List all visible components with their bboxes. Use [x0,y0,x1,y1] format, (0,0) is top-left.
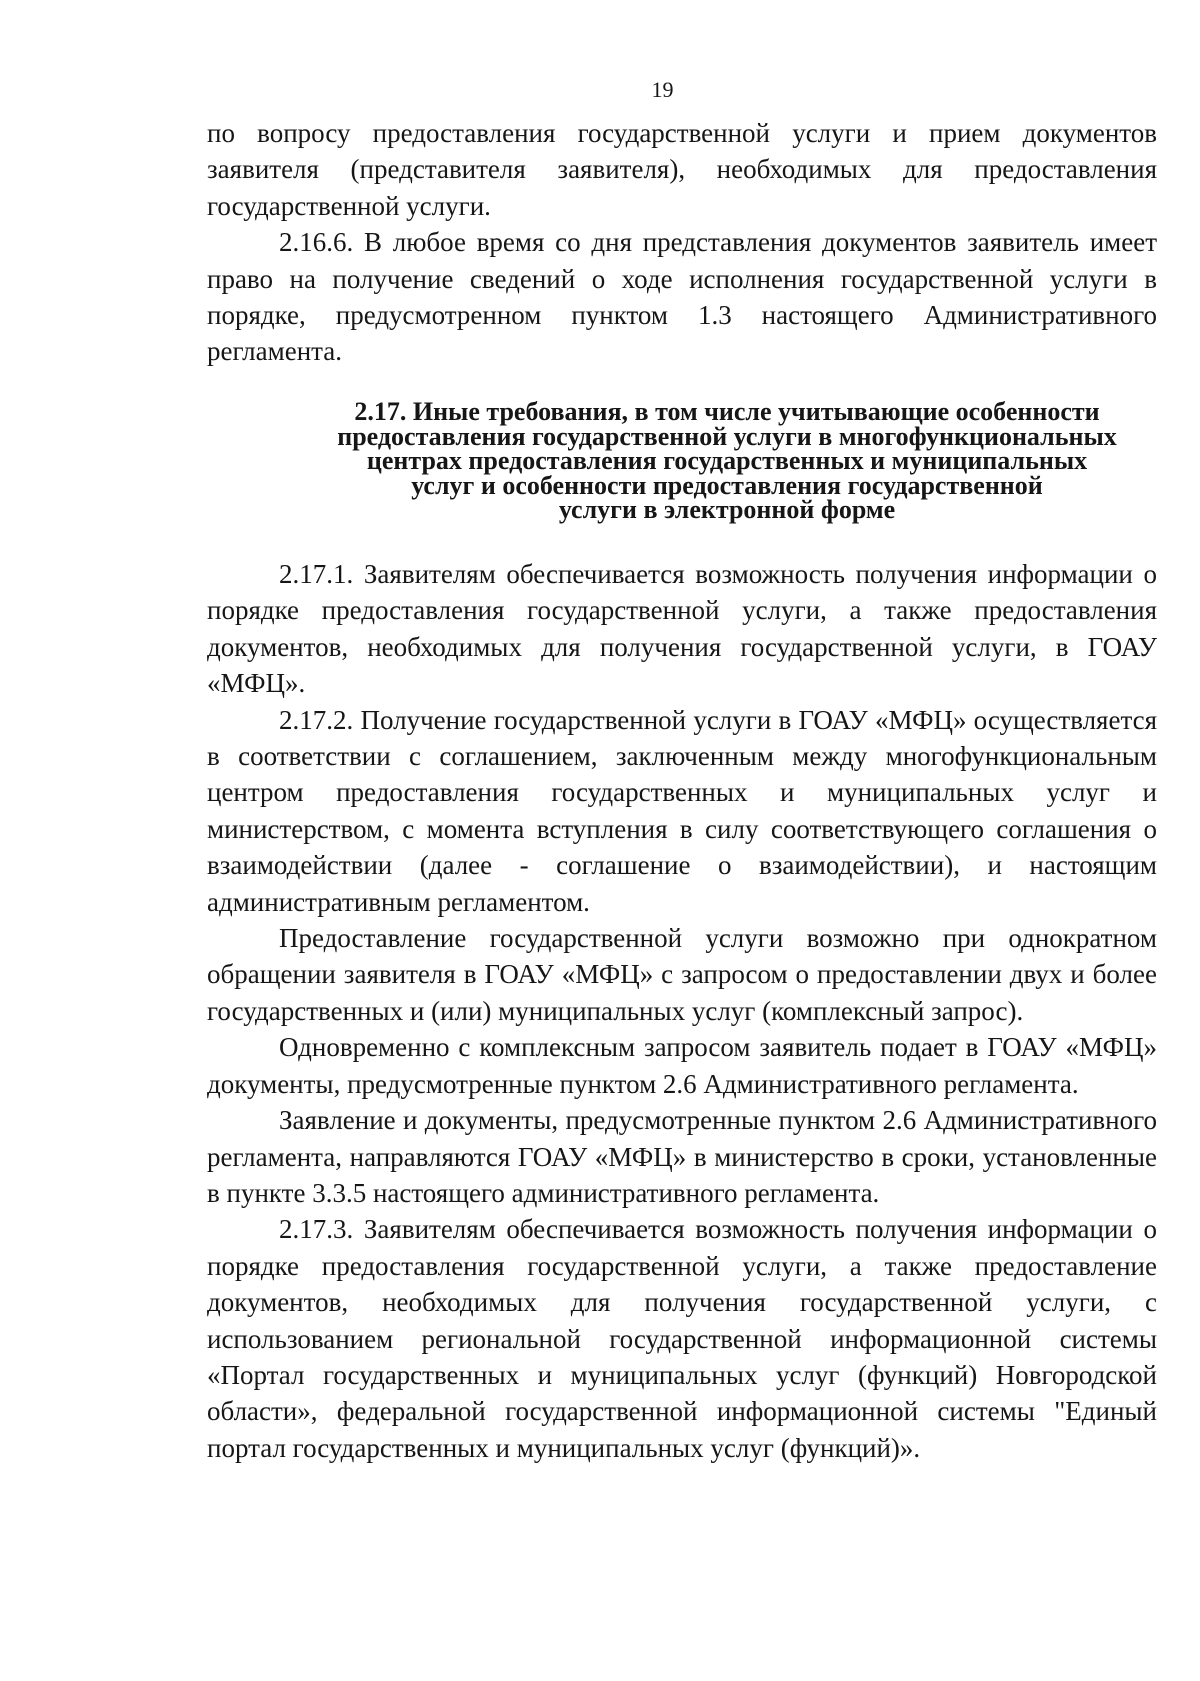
paragraph-documents-forwarding: Заявление и документы, предусмотренные пунктом 2.6 Административного регламента, направляются ГОАУ «МФЦ» в министерство в сроки, установленные в пункте 3.3.5 настоящего административного регламента. [207,1105,1157,1208]
page-number: 19 [651,77,674,102]
section-heading-line: услуг и особенности предоставления государственной [411,470,1043,500]
section-heading-line: услуги в электронной форме [558,495,896,525]
paragraph-complex-request: Предоставление государственной услуги возможно при однократном обращении заявителя в ГОАУ «МФЦ» с запросом о предоставлении двух и более государственных и (или) муниципальных услуг (комплексный запрос). [207,923,1157,1026]
paragraph-2-17-2: 2.17.2. Получение государственной услуги в ГОАУ «МФЦ» осуществляется в соответствии с соглашением, заключенным между многофункциональным центром предоставления государственных и муниципальных услуг и министерством, с момента вступления в силу соответствующего соглашения о взаимодействии (далее - соглашение о взаимодействии), и настоящим административным регламентом. [207,704,1157,917]
section-heading-2-17 [207,397,1157,525]
intro-text [207,115,1157,370]
section-heading-line: центрах предоставления государственных и муниципальных [366,446,1088,476]
paragraph-2-17-1: 2.17.1. Заявителям обеспечивается возможность получения информации о порядке предоставления государственной услуги, а также предоставления документов, необходимых для получения государственной услуги, в ГОАУ «МФЦ». [207,559,1157,699]
paragraph-simultaneous-submission: Одновременно с комплексным запросом заявитель подает в ГОАУ «МФЦ» документы, предусмотренные пунктом 2.6 Административного регламента. [207,1032,1157,1099]
section-text [207,556,1157,1466]
paragraph-continuation: по вопросу предоставления государственной услуги и прием документов заявителя (представителя заявителя), необходимых для предоставления государственной услуги. [207,118,1157,221]
section-heading-line: предоставления государственной услуги в многофункциональных [337,421,1117,451]
paragraph-2-17-3: 2.17.3. Заявителям обеспечивается возможность получения информации о порядке предоставления государственной услуги, а также предоставление документов, необходимых для получения государственной услуги, с использованием региональной государственной информационной системы «Портал государственных и муниципальных услуг (функций) Новгородской области», федеральной государственной информационной системы "Единый портал государственных и муниципальных услуг (функций)». [207,1214,1157,1463]
section-heading-line: 2.17. Иные требования, в том числе учитывающие особенности [354,397,1100,426]
paragraph-2-16-6: 2.16.6. В любое время со дня представления документов заявитель имеет право на получение сведений о ходе исполнения государственной услуги в порядке, предусмотренном пунктом 1.3 настоящего Административного регламента. [207,227,1157,367]
